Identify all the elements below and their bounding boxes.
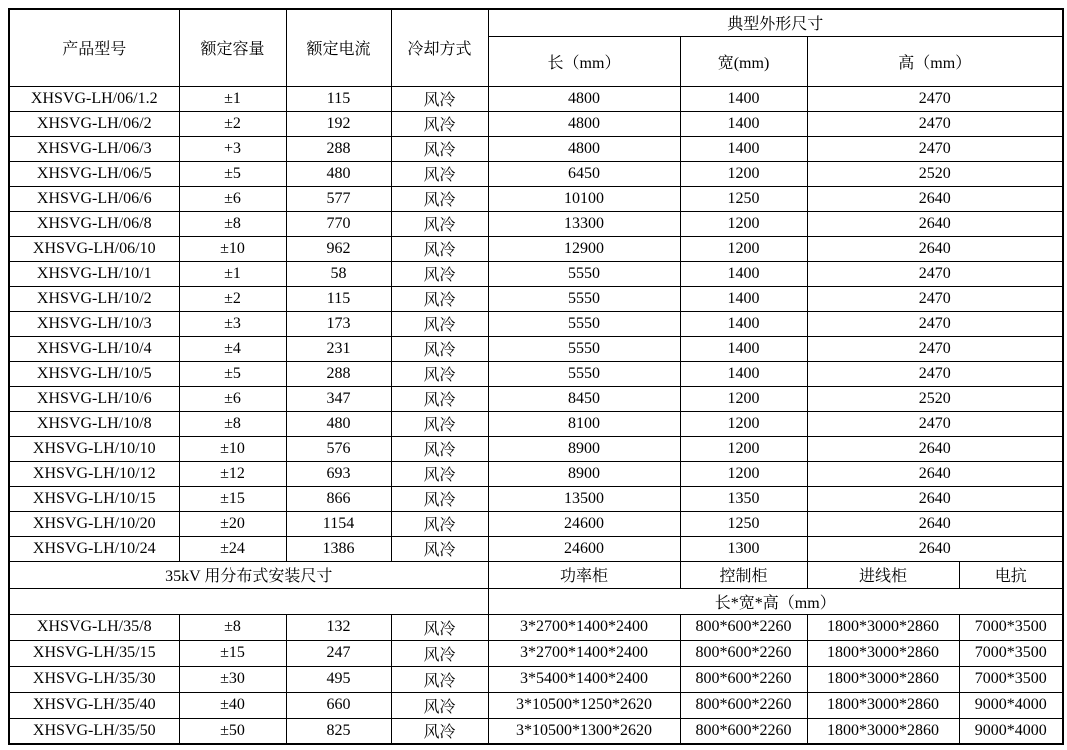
capacity-cell: ±10 [179, 436, 286, 461]
reactor-cell: 9000*4000 [959, 692, 1063, 718]
capacity-cell: ±2 [179, 286, 286, 311]
length-cell: 4800 [488, 86, 680, 111]
reactor-cell: 7000*3500 [959, 640, 1063, 666]
current-cell: 173 [286, 311, 391, 336]
width-cell: 1400 [680, 86, 807, 111]
capacity-cell: ±15 [179, 640, 286, 666]
model-cell: XHSVG-LH/10/20 [9, 511, 179, 536]
length-cell: 4800 [488, 136, 680, 161]
model-cell: XHSVG-LH/10/4 [9, 336, 179, 361]
size-format-label: 长*宽*高（mm） [488, 588, 1063, 614]
length-cell: 5550 [488, 361, 680, 386]
typical-dimensions-body [9, 86, 1063, 561]
length-cell: 5550 [488, 261, 680, 286]
cooling-cell: 风冷 [391, 411, 488, 436]
current-cell: 693 [286, 461, 391, 486]
cooling-cell: 风冷 [391, 136, 488, 161]
control-cabinet-cell: 800*600*2260 [680, 640, 807, 666]
model-cell: XHSVG-LH/35/40 [9, 692, 179, 718]
cooling-cell: 风冷 [391, 614, 488, 640]
height-cell: 2470 [807, 311, 1063, 336]
length-cell: 13500 [488, 486, 680, 511]
capacity-cell: ±8 [179, 211, 286, 236]
model-cell: XHSVG-LH/35/8 [9, 614, 179, 640]
model-cell: XHSVG-LH/35/15 [9, 640, 179, 666]
height-cell: 2520 [807, 161, 1063, 186]
table-row [9, 461, 1063, 486]
current-cell: 962 [286, 236, 391, 261]
length-cell: 5550 [488, 336, 680, 361]
current-cell: 58 [286, 261, 391, 286]
length-cell: 4800 [488, 111, 680, 136]
height-cell: 2640 [807, 211, 1063, 236]
height-cell: 2470 [807, 336, 1063, 361]
cooling-cell: 风冷 [391, 211, 488, 236]
cooling-cell: 风冷 [391, 511, 488, 536]
control-cabinet-cell: 800*600*2260 [680, 614, 807, 640]
width-cell: 1200 [680, 386, 807, 411]
control-cabinet-cell: 800*600*2260 [680, 718, 807, 744]
current-cell: 480 [286, 161, 391, 186]
current-cell: 231 [286, 336, 391, 361]
table-row [9, 536, 1063, 561]
cooling-cell: 风冷 [391, 161, 488, 186]
height-cell: 2640 [807, 536, 1063, 561]
cooling-cell: 风冷 [391, 718, 488, 744]
cooling-cell: 风冷 [391, 111, 488, 136]
cooling-cell: 风冷 [391, 86, 488, 111]
height-cell: 2470 [807, 286, 1063, 311]
power-cabinet-cell: 3*10500*1250*2620 [488, 692, 680, 718]
width-cell: 1400 [680, 336, 807, 361]
height-cell: 2470 [807, 361, 1063, 386]
height-cell: 2520 [807, 386, 1063, 411]
current-cell: 480 [286, 411, 391, 436]
width-cell: 1200 [680, 211, 807, 236]
power-cabinet-cell: 3*2700*1400*2400 [488, 614, 680, 640]
model-cell: XHSVG-LH/10/5 [9, 361, 179, 386]
capacity-cell: ±6 [179, 386, 286, 411]
table-row [9, 211, 1063, 236]
height-cell: 2640 [807, 461, 1063, 486]
current-cell: 866 [286, 486, 391, 511]
width-cell: 1400 [680, 111, 807, 136]
height-cell: 2470 [807, 136, 1063, 161]
table-row [9, 236, 1063, 261]
length-cell: 10100 [488, 186, 680, 211]
spec-table [8, 8, 1064, 745]
table-header [9, 9, 1063, 86]
current-cell: 576 [286, 436, 391, 461]
width-cell: 1400 [680, 311, 807, 336]
capacity-cell: ±10 [179, 236, 286, 261]
height-cell: 2470 [807, 86, 1063, 111]
capacity-cell: ±8 [179, 614, 286, 640]
table-row [9, 511, 1063, 536]
cooling-cell: 风冷 [391, 311, 488, 336]
cooling-cell: 风冷 [391, 236, 488, 261]
col-header-length: 长（mm） [488, 36, 680, 86]
current-cell: 288 [286, 136, 391, 161]
model-cell: XHSVG-LH/06/8 [9, 211, 179, 236]
current-cell: 132 [286, 614, 391, 640]
height-cell: 2470 [807, 261, 1063, 286]
cooling-cell: 风冷 [391, 436, 488, 461]
reactor-cell: 7000*3500 [959, 666, 1063, 692]
table-row [9, 666, 1063, 692]
size-format-row [9, 588, 1063, 614]
cooling-cell: 风冷 [391, 461, 488, 486]
height-cell: 2640 [807, 511, 1063, 536]
model-cell: XHSVG-LH/35/50 [9, 718, 179, 744]
reactor-cell: 9000*4000 [959, 718, 1063, 744]
table-row [9, 361, 1063, 386]
current-cell: 192 [286, 111, 391, 136]
incoming-cabinet-cell: 1800*3000*2860 [807, 718, 959, 744]
model-cell: XHSVG-LH/06/10 [9, 236, 179, 261]
capacity-cell: ±50 [179, 718, 286, 744]
capacity-cell: ±20 [179, 511, 286, 536]
length-cell: 8900 [488, 461, 680, 486]
table-row [9, 186, 1063, 211]
length-cell: 5550 [488, 286, 680, 311]
width-cell: 1250 [680, 511, 807, 536]
capacity-cell: ±15 [179, 486, 286, 511]
section-35kv-empty-cell [9, 588, 488, 614]
width-cell: 1200 [680, 461, 807, 486]
col-header-capacity: 额定容量 [179, 9, 286, 86]
cooling-cell: 风冷 [391, 186, 488, 211]
length-cell: 24600 [488, 536, 680, 561]
width-cell: 1400 [680, 361, 807, 386]
col-header-height: 高（mm） [807, 36, 1063, 86]
width-cell: 1200 [680, 436, 807, 461]
height-cell: 2640 [807, 436, 1063, 461]
capacity-cell: +3 [179, 136, 286, 161]
cooling-cell: 风冷 [391, 666, 488, 692]
table-row [9, 614, 1063, 640]
length-cell: 12900 [488, 236, 680, 261]
table-row [9, 161, 1063, 186]
current-cell: 288 [286, 361, 391, 386]
length-cell: 8100 [488, 411, 680, 436]
table-row [9, 386, 1063, 411]
table-row [9, 136, 1063, 161]
col-header-model: 产品型号 [9, 9, 179, 86]
cooling-cell: 风冷 [391, 640, 488, 666]
control-cabinet-cell: 800*600*2260 [680, 666, 807, 692]
model-cell: XHSVG-LH/06/1.2 [9, 86, 179, 111]
model-cell: XHSVG-LH/10/15 [9, 486, 179, 511]
cooling-cell: 风冷 [391, 286, 488, 311]
current-cell: 660 [286, 692, 391, 718]
height-cell: 2640 [807, 186, 1063, 211]
incoming-cabinet-cell: 1800*3000*2860 [807, 614, 959, 640]
width-cell: 1200 [680, 236, 807, 261]
model-cell: XHSVG-LH/35/30 [9, 666, 179, 692]
model-cell: XHSVG-LH/10/24 [9, 536, 179, 561]
section-35kv-label: 35kV 用分布式安装尺寸 [9, 561, 488, 588]
capacity-cell: ±3 [179, 311, 286, 336]
current-cell: 247 [286, 640, 391, 666]
model-cell: XHSVG-LH/10/6 [9, 386, 179, 411]
cooling-cell: 风冷 [391, 386, 488, 411]
current-cell: 115 [286, 286, 391, 311]
col-header-reactor: 电抗 [959, 561, 1063, 588]
model-cell: XHSVG-LH/06/2 [9, 111, 179, 136]
length-cell: 8450 [488, 386, 680, 411]
model-cell: XHSVG-LH/10/2 [9, 286, 179, 311]
model-cell: XHSVG-LH/06/5 [9, 161, 179, 186]
height-cell: 2470 [807, 111, 1063, 136]
model-cell: XHSVG-LH/10/3 [9, 311, 179, 336]
height-cell: 2470 [807, 411, 1063, 436]
model-cell: XHSVG-LH/10/12 [9, 461, 179, 486]
model-cell: XHSVG-LH/10/10 [9, 436, 179, 461]
cooling-cell: 风冷 [391, 536, 488, 561]
width-cell: 1250 [680, 186, 807, 211]
model-cell: XHSVG-LH/06/6 [9, 186, 179, 211]
current-cell: 1154 [286, 511, 391, 536]
width-cell: 1400 [680, 286, 807, 311]
power-cabinet-cell: 3*2700*1400*2400 [488, 640, 680, 666]
current-cell: 1386 [286, 536, 391, 561]
capacity-cell: ±40 [179, 692, 286, 718]
length-cell: 6450 [488, 161, 680, 186]
length-cell: 5550 [488, 311, 680, 336]
table-row [9, 111, 1063, 136]
col-header-incoming-cabinet: 进线柜 [807, 561, 959, 588]
table-row [9, 436, 1063, 461]
section-title-row [9, 561, 1063, 588]
current-cell: 115 [286, 86, 391, 111]
table-row [9, 286, 1063, 311]
current-cell: 577 [286, 186, 391, 211]
col-header-cooling: 冷却方式 [391, 9, 488, 86]
power-cabinet-cell: 3*5400*1400*2400 [488, 666, 680, 692]
section-35kv-header [9, 561, 1063, 614]
col-header-power-cabinet: 功率柜 [488, 561, 680, 588]
incoming-cabinet-cell: 1800*3000*2860 [807, 666, 959, 692]
capacity-cell: ±4 [179, 336, 286, 361]
capacity-cell: ±1 [179, 86, 286, 111]
cooling-cell: 风冷 [391, 261, 488, 286]
model-cell: XHSVG-LH/06/3 [9, 136, 179, 161]
width-cell: 1400 [680, 136, 807, 161]
capacity-cell: ±5 [179, 361, 286, 386]
model-cell: XHSVG-LH/10/1 [9, 261, 179, 286]
incoming-cabinet-cell: 1800*3000*2860 [807, 692, 959, 718]
table-row [9, 411, 1063, 436]
width-cell: 1300 [680, 536, 807, 561]
cooling-cell: 风冷 [391, 692, 488, 718]
capacity-cell: ±8 [179, 411, 286, 436]
header-row-top [9, 9, 1063, 36]
table-row [9, 261, 1063, 286]
col-header-current: 额定电流 [286, 9, 391, 86]
current-cell: 770 [286, 211, 391, 236]
table-row [9, 486, 1063, 511]
height-cell: 2640 [807, 486, 1063, 511]
cooling-cell: 风冷 [391, 486, 488, 511]
cooling-cell: 风冷 [391, 361, 488, 386]
reactor-cell: 7000*3500 [959, 614, 1063, 640]
power-cabinet-cell: 3*10500*1300*2620 [488, 718, 680, 744]
col-group-dimensions: 典型外形尺寸 [488, 9, 1063, 36]
length-cell: 8900 [488, 436, 680, 461]
table-row [9, 640, 1063, 666]
table-row [9, 311, 1063, 336]
current-cell: 347 [286, 386, 391, 411]
col-header-width: 宽(mm) [680, 36, 807, 86]
current-cell: 825 [286, 718, 391, 744]
width-cell: 1200 [680, 411, 807, 436]
cooling-cell: 风冷 [391, 336, 488, 361]
height-cell: 2640 [807, 236, 1063, 261]
capacity-cell: ±24 [179, 536, 286, 561]
table-row [9, 692, 1063, 718]
control-cabinet-cell: 800*600*2260 [680, 692, 807, 718]
col-header-control-cabinet: 控制柜 [680, 561, 807, 588]
width-cell: 1200 [680, 161, 807, 186]
table-row [9, 718, 1063, 744]
capacity-cell: ±5 [179, 161, 286, 186]
distributed-install-body [9, 614, 1063, 744]
table-row [9, 336, 1063, 361]
capacity-cell: ±6 [179, 186, 286, 211]
width-cell: 1350 [680, 486, 807, 511]
table-row [9, 86, 1063, 111]
capacity-cell: ±12 [179, 461, 286, 486]
capacity-cell: ±2 [179, 111, 286, 136]
model-cell: XHSVG-LH/10/8 [9, 411, 179, 436]
width-cell: 1400 [680, 261, 807, 286]
length-cell: 24600 [488, 511, 680, 536]
incoming-cabinet-cell: 1800*3000*2860 [807, 640, 959, 666]
capacity-cell: ±30 [179, 666, 286, 692]
length-cell: 13300 [488, 211, 680, 236]
current-cell: 495 [286, 666, 391, 692]
capacity-cell: ±1 [179, 261, 286, 286]
